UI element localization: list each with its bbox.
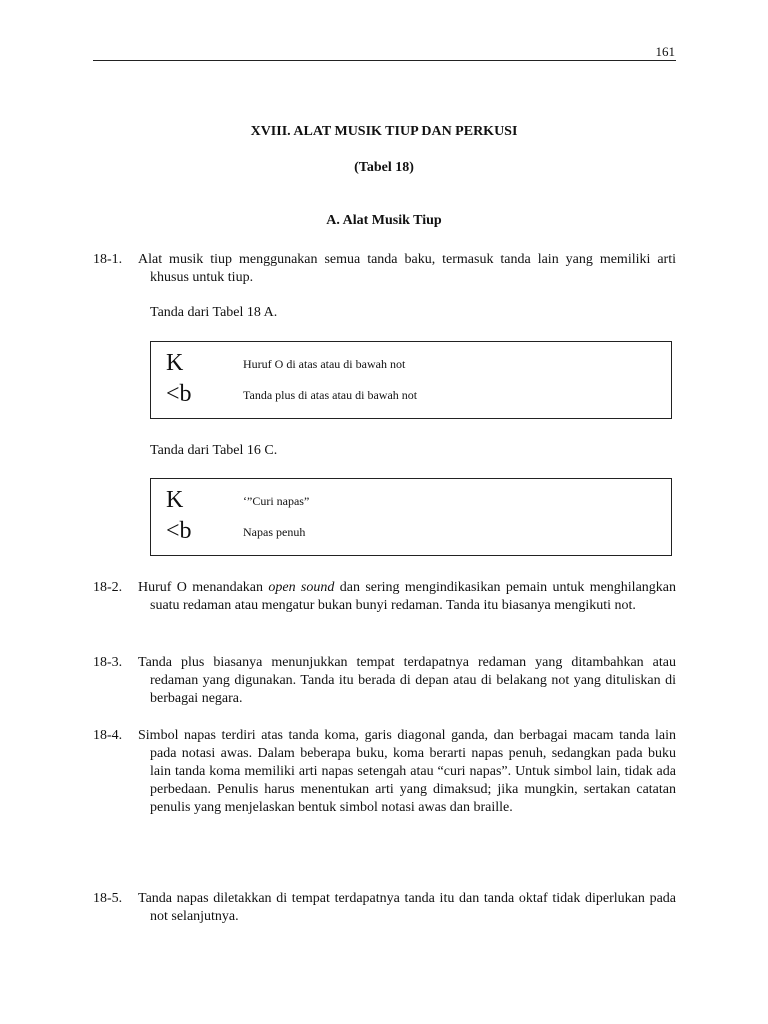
paragraph-number: 18-5. <box>93 891 123 906</box>
sign-table-18a <box>150 341 672 419</box>
chapter-title: XVIII. ALAT MUSIK TIUP DAN PERKUSI <box>250 124 518 139</box>
braille-sign: <b <box>166 518 192 544</box>
text-run: Huruf O menandakan <box>138 580 269 595</box>
sign-description: Huruf O di atas atau di bawah not <box>243 357 406 371</box>
text-run: dan sering mengindikasikan pemain untuk menghilangkan suatu redaman atau mengatur bukan bunyi redaman. Tanda itu biasanya mengikuti not. <box>150 580 677 613</box>
sign-table-16c <box>150 478 672 556</box>
paragraph-18-1 <box>93 251 676 287</box>
paragraph-number: 18-4. <box>93 728 123 743</box>
paragraph-number: 18-3. <box>93 655 123 670</box>
paragraph-18-4 <box>93 727 676 817</box>
paragraph-text: Tanda plus biasanya menunjukkan tempat terdapatnya redaman yang ditambahkan atau redaman yang digunakan. Tanda itu berada di depan atau di belakang not yang dituliskan di berbagai negara. <box>138 655 676 706</box>
paragraph-text: Simbol napas terdiri atas tanda koma, garis diagonal ganda, dan berbagai macam tanda lain pada notasi awas. Dalam beberapa buku, koma berarti napas penuh, sedangkan pada buku lain tanda koma memiliki arti napas setengah atau “curi napas”. Untuk simbol lain, tidak ada perbedaan. Penulis harus menentukan arti yang dimaksud; jika mungkin, sertakan catatan penulis yang menjelaskan bentuk simbol notasi awas dan braille. <box>138 728 676 815</box>
source-label-table-18a: Tanda dari Tabel 18 A. <box>150 305 278 320</box>
sign-description: Tanda plus di atas atau di bawah not <box>243 388 418 402</box>
sign-description: ‘”Curi napas” <box>243 494 310 508</box>
paragraph-text <box>138 579 677 615</box>
source-label-table-16c: Tanda dari Tabel 16 C. <box>150 443 278 458</box>
paragraph-number: 18-1. <box>93 252 123 267</box>
braille-sign: <b <box>166 381 192 407</box>
sign-row <box>166 379 666 409</box>
paragraph-text: Tanda napas diletakkan di tempat terdapatnya tanda itu dan tanda oktaf tidak diperlukan pada not selanjutnya. <box>138 891 676 924</box>
paragraph-18-3 <box>93 654 676 708</box>
braille-sign: K <box>166 350 184 376</box>
paragraph-text: Alat musik tiup menggunakan semua tanda baku, termasuk tanda lain yang memiliki arti khusus untuk tiup. <box>138 252 676 285</box>
sign-row <box>166 516 666 546</box>
sign-description: Napas penuh <box>243 525 306 539</box>
paragraph-18-5 <box>93 890 676 926</box>
section-title: A. Alat Musik Tiup <box>326 213 442 228</box>
paragraph-number: 18-2. <box>93 580 123 595</box>
header-rule <box>93 60 676 61</box>
table-reference: (Tabel 18) <box>354 160 414 175</box>
page-number: 161 <box>655 44 675 59</box>
sign-row <box>166 348 666 378</box>
braille-sign: K <box>166 487 184 513</box>
paragraph-18-2 <box>93 579 676 615</box>
italic-term: open sound <box>268 580 335 595</box>
sign-row <box>166 485 666 515</box>
